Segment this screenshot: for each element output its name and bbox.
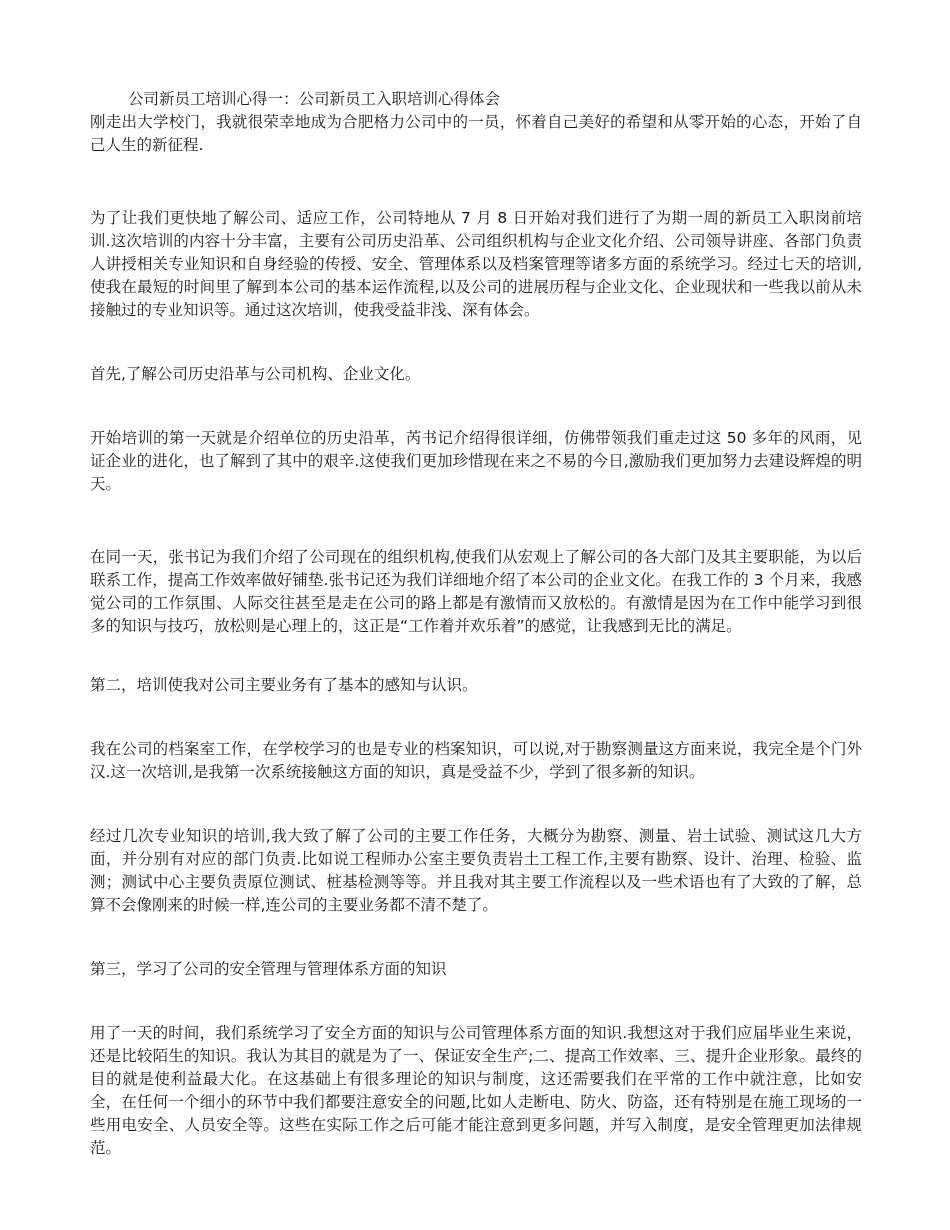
paragraph-archive-work: 我在公司的档案室工作，在学校学习的也是专业的档案知识，可以说,对于勘察测量这方面来说，我完全是个门外汉.这一次培训,是我第一次系统接触这方面的知识，真是受益不少，学到了很多新的知识。 xyxy=(90,740,862,781)
paragraph-safety: 用了一天的时间，我们系统学习了安全方面的知识与公司管理体系方面的知识.我想这对于我们应届毕业生来说，还是比较陌生的知识。我认为其目的就是为了一、保证安全生产;二、提高工作效率、三、提升企业形象。最终的目的就是使利益最大化。在这基础上有很多理论的知识与制度，这还需要我们在平常的工作中就注意，比如安全，在任何一个细小的环节中我们都要注意安全的问题,比如人走断电、防火、防盗，还有特别是在施工现场的一些用电安全、人员安全等。这些在实际工作之后可能才能注意到更多问题，并写入制度，是安全管理更加法律规范。 xyxy=(90,1024,862,1157)
section-heading-third: 第三，学习了公司的安全管理与管理体系方面的知识 xyxy=(90,960,447,978)
paragraph-organization: 在同一天，张书记为我们介绍了公司现在的组织机构,使我们从宏观上了解公司的各大部门及其主要职能，为以后联系工作，提高工作效率做好铺垫.张书记还为我们详细地介绍了本公司的企业文化。在我工作的 3 个月来，我感觉公司的工作氛围、人际交往甚至是走在公司的路上都是有激情而又放松的。有激情是因为在工作中能学习到很多的知识与技巧，放松则是心理上的，这正是“工作着并欢乐着”的感觉，让我感到无比的满足。 xyxy=(90,548,862,635)
section-heading-first: 首先,了解公司历史沿革与公司机构、企业文化。 xyxy=(90,365,421,383)
paragraph-business: 经过几次专业知识的培训,我大致了解了公司的主要工作任务，大概分为勘察、测量、岩土试验、测试这几大方面，并分别有对应的部门负责.比如说工程师办公室主要负责岩土工程工作,主要有勘察、设计、治理、检验、监测；测试中心主要负责原位测试、桩基检测等等。并且我对其主要工作流程以及一些术语也有了大致的了解，总算不会像刚来的时候一样,连公司的主要业务都不清不楚了。 xyxy=(90,827,862,914)
paragraph-history: 开始培训的第一天就是介绍单位的历史沿革，芮书记介绍得很详细，仿佛带领我们重走过这 50 多年的风雨，见证企业的进化，也了解到了其中的艰辛.这使我们更加珍惜现在来之不易的今日,激励我们更加努力去建设辉煌的明天。 xyxy=(90,429,862,493)
paragraph-intro: 刚走出大学校门，我就很荣幸地成为合肥格力公司中的一员，怀着自己美好的希望和从零开始的心态，开始了自己人生的新征程. xyxy=(90,113,862,154)
document-page xyxy=(90,88,862,1160)
document-title: 公司新员工培训心得一：公司新员工入职培训心得体会 xyxy=(128,90,501,108)
section-heading-second: 第二，培训使我对公司主要业务有了基本的感知与认识。 xyxy=(90,676,478,694)
paragraph-training-overview: 为了让我们更快地了解公司、适应工作，公司特地从 7 月 8 日开始对我们进行了为期一周的新员工入职岗前培训.这次培训的内容十分丰富，主要有公司历史沿革、公司组织机构与企业文化介绍、公司领导讲座、各部门负责人讲授相关专业知识和自身经验的传授、安全、管理体系以及档案管理等诸多方面的系统学习。经过七天的培训,使我在最短的时间里了解到本公司的基本运作流程,以及公司的进展历程与企业文化、企业现状和一些我以前从未接触过的专业知识等。通过这次培训，使我受益非浅、深有体会。 xyxy=(90,209,862,319)
